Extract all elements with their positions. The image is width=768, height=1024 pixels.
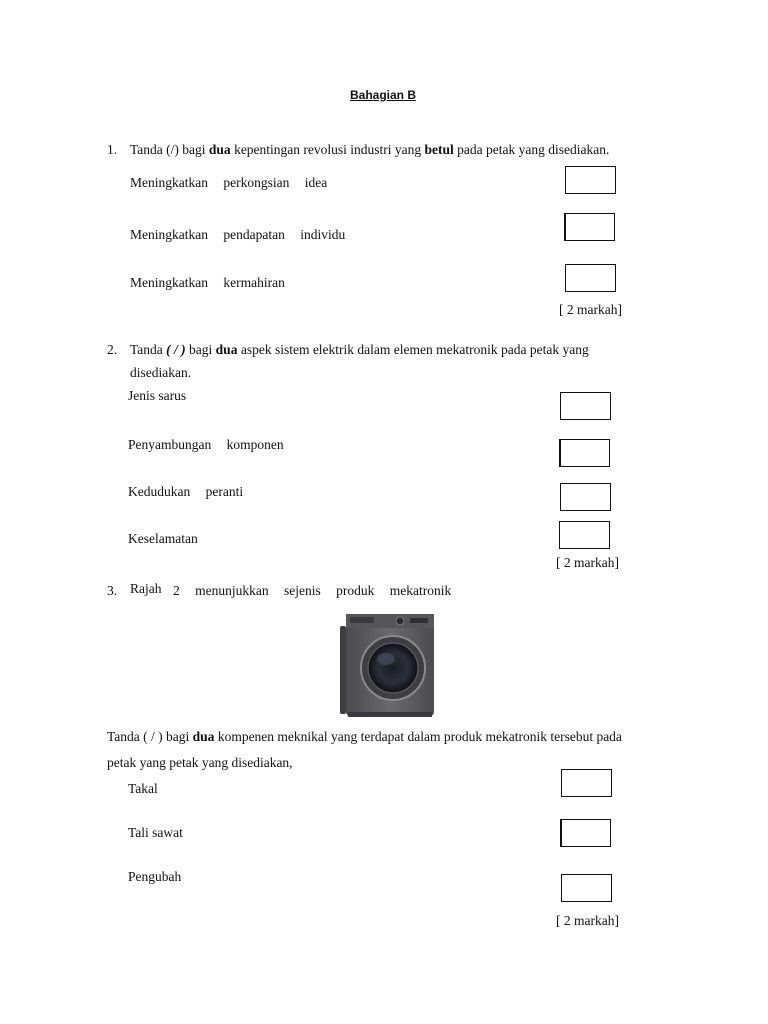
q2-number: 2.	[107, 342, 118, 357]
q1-checkbox-1[interactable]	[565, 166, 616, 194]
q3-intro: 2 menunjukkan sejenis produk mekatronik	[173, 583, 452, 598]
q2-stem-part: Tanda	[130, 342, 167, 357]
q3-option-2: Tali sawat	[128, 825, 183, 840]
q1-stem-part: pada petak yang disediakan.	[453, 142, 610, 157]
q3-stem	[107, 729, 622, 745]
q1-stem-bold: betul	[424, 142, 454, 157]
q1-stem-part: kepentingan revolusi industri yang	[230, 142, 425, 157]
q2-option-2: Penyambungan komponen	[128, 437, 284, 452]
q1-stem-bold: dua	[208, 142, 231, 157]
q2-option-4: Keselamatan	[128, 531, 198, 546]
q3-marks: [ 2 markah]	[556, 913, 619, 928]
q1-stem-part: Tanda (/) bagi	[130, 142, 209, 157]
q1-option-3: Meningkatkan kermahiran	[130, 275, 285, 290]
q2-checkbox-1[interactable]	[560, 392, 611, 420]
q3-option-1: Takal	[128, 781, 158, 796]
q2-stem-part: bagi	[185, 342, 216, 357]
q2-stem	[130, 342, 589, 358]
q3-checkbox-2[interactable]	[560, 819, 611, 847]
q2-checkbox-3[interactable]	[560, 483, 611, 511]
q2-checkbox-4[interactable]	[559, 521, 610, 549]
q3-stem-part: kompenen meknikal yang terdapat dalam produk mekatronik tersebut pada	[214, 729, 622, 744]
q3-intro-figure: Rajah	[130, 581, 162, 596]
q1-number: 1.	[107, 142, 118, 157]
q3-stem-part: Tanda ( / ) bagi	[107, 729, 193, 744]
section-heading: Bahagian B	[350, 88, 417, 102]
q2-marks: [ 2 markah]	[556, 555, 619, 570]
q3-checkbox-1[interactable]	[561, 769, 612, 797]
q3-stem-line2: petak yang petak yang disediakan,	[107, 755, 293, 770]
q2-stem-bold: dua	[215, 342, 238, 357]
q3-stem-bold: dua	[192, 729, 215, 744]
q3-number: 3.	[107, 583, 118, 598]
q2-stem-mark: ( / )	[166, 342, 186, 357]
q2-stem-part: aspek sistem elektrik dalam elemen mekatronik pada petak yang	[237, 342, 589, 357]
q3-checkbox-3[interactable]	[561, 874, 612, 902]
q2-stem-line2: disediakan.	[130, 365, 192, 380]
q1-marks: [ 2 markah]	[559, 302, 622, 317]
washing-machine-icon	[336, 612, 440, 720]
q3-option-3: Pengubah	[128, 869, 182, 884]
q2-checkbox-2[interactable]	[559, 439, 610, 467]
q2-option-3: Kedudukan peranti	[128, 484, 244, 499]
q1-stem	[130, 142, 609, 158]
q1-option-1: Meningkatkan perkongsian idea	[130, 175, 328, 190]
q1-checkbox-3[interactable]	[565, 264, 616, 292]
q1-checkbox-2[interactable]	[564, 213, 615, 241]
q1-option-2: Meningkatkan pendapatan individu	[130, 227, 346, 242]
q2-option-1: Jenis sarus	[128, 388, 187, 403]
